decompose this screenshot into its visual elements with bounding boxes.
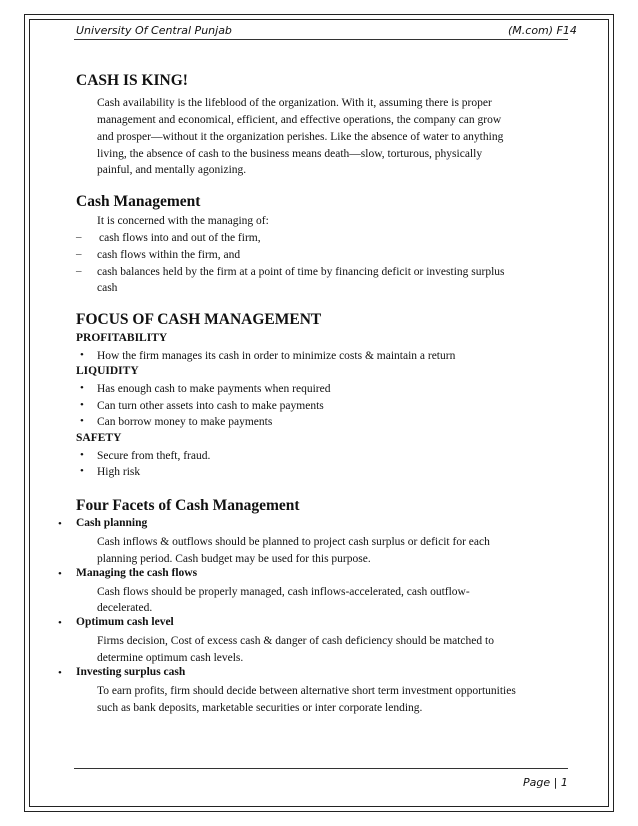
- subheading-safety: SAFETY: [76, 432, 122, 444]
- list-item: cash flows within the firm, and: [97, 249, 241, 261]
- list-item: How the firm manages its cash in order to minimize costs & maintain a return: [97, 350, 456, 362]
- bullet-marker: •: [58, 667, 62, 679]
- header-course: (M.com) F14: [508, 24, 577, 37]
- paragraph-line: Cash availability is the lifeblood of the organization. With it, assuming there is proper: [97, 97, 492, 109]
- bullet-marker: •: [58, 518, 62, 530]
- bullet-marker: •: [80, 465, 84, 477]
- list-item: cash balances held by the firm at a point of time by financing deficit or investing surplus: [97, 266, 505, 278]
- header-institution: University Of Central Punjab: [76, 24, 232, 37]
- paragraph-line: painful, and mentally agonizing.: [97, 164, 247, 176]
- bullet-marker: •: [80, 399, 84, 411]
- facet-line: decelerated.: [97, 602, 153, 614]
- page-number: Page | 1: [523, 776, 568, 789]
- paragraph-line: living, the absence of cash to the business means death—slow, torturous, physically: [97, 148, 483, 160]
- facet-line: To earn profits, firm should decide between alternative short term investment opportunities: [97, 685, 516, 697]
- bullet-marker: •: [58, 568, 62, 580]
- list-item: Secure from theft, fraud.: [97, 450, 211, 462]
- bullet-marker: •: [80, 382, 84, 394]
- list-item: Has enough cash to make payments when required: [97, 383, 331, 395]
- facet-line: such as bank deposits, marketable securities or inter corporate lending.: [97, 702, 423, 714]
- list-item-continuation: cash: [97, 282, 118, 294]
- subheading-profitability: PROFITABILITY: [76, 332, 168, 344]
- bullet-marker: •: [80, 449, 84, 461]
- facet-line: Firms decision, Cost of excess cash & danger of cash deficiency should be matched to: [97, 635, 494, 647]
- dash-marker: –: [76, 231, 82, 243]
- subheading-liquidity: LIQUIDITY: [76, 365, 139, 377]
- section-heading-focus: FOCUS OF CASH MANAGEMENT: [76, 311, 322, 328]
- facet-title: Optimum cash level: [76, 616, 174, 628]
- bullet-marker: •: [80, 349, 84, 361]
- section-heading-four-facets: Four Facets of Cash Management: [76, 497, 300, 514]
- intro-line: It is concerned with the managing of:: [97, 215, 269, 227]
- section-heading-cash-management: Cash Management: [76, 193, 201, 210]
- list-item: Can turn other assets into cash to make payments: [97, 400, 324, 412]
- header-rule: [74, 39, 568, 40]
- list-item: cash flows into and out of the firm,: [99, 232, 261, 244]
- footer-rule: [74, 768, 568, 769]
- dash-marker: –: [76, 265, 82, 277]
- bullet-marker: •: [80, 415, 84, 427]
- facet-title: Cash planning: [76, 517, 148, 529]
- facet-line: Cash flows should be properly managed, cash inflows-accelerated, cash outflow-: [97, 586, 470, 598]
- facet-line: planning period. Cash budget may be used for this purpose.: [97, 553, 371, 565]
- facet-title: Managing the cash flows: [76, 567, 198, 579]
- dash-marker: –: [76, 248, 82, 260]
- facet-title: Investing surplus cash: [76, 666, 186, 678]
- list-item: High risk: [97, 466, 141, 478]
- paragraph-line: management and economical, efficient, and effective operations, the company can grow: [97, 114, 502, 126]
- bullet-marker: •: [58, 617, 62, 629]
- section-heading-cash-is-king: CASH IS KING!: [76, 72, 188, 89]
- facet-line: Cash inflows & outflows should be planned to project cash surplus or deficit for each: [97, 536, 490, 548]
- paragraph-line: and prosper—without it the organization perishes. Like the absence of water to anything: [97, 131, 504, 143]
- list-item: Can borrow money to make payments: [97, 416, 273, 428]
- facet-line: determine optimum cash levels.: [97, 652, 244, 664]
